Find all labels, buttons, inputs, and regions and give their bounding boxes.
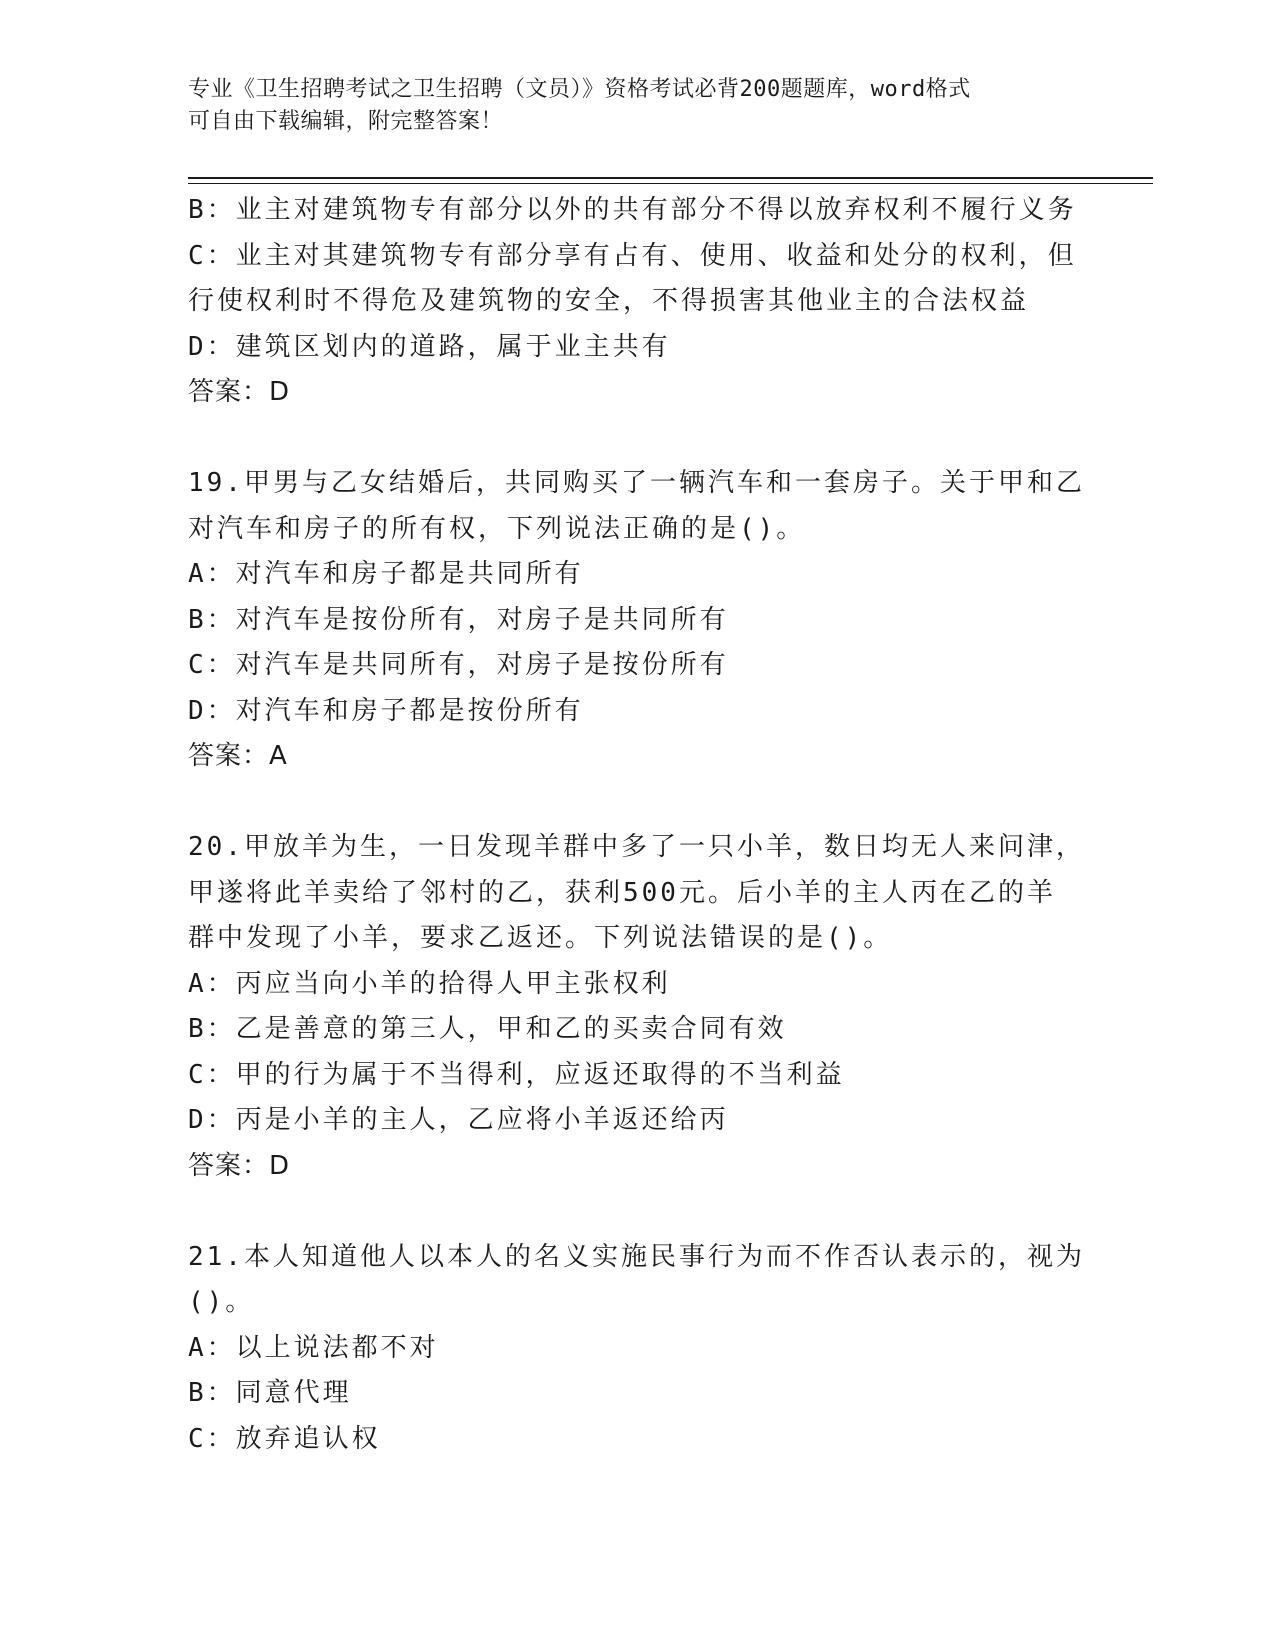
header-divider-thick — [188, 177, 1153, 179]
spacer — [188, 1189, 1088, 1235]
question-block-20 — [188, 825, 1088, 1189]
question-stem-line-2: 甲遂将此羊卖给了邻村的乙，获利500元。后小羊的主人丙在乙的羊 — [188, 877, 1056, 908]
answer-line: 答案：A — [188, 741, 288, 771]
answer-line: 答案：D — [188, 1150, 291, 1181]
option-b: B：业主对建筑物专有部分以外的共有部分不得以放弃权利不履行义务 — [188, 195, 1077, 225]
option-a: A：对汽车和房子都是共同所有 — [188, 559, 584, 589]
option-c: C：对汽车是共同所有，对房子是按份所有 — [188, 650, 729, 680]
header-line-2: 可自由下载编辑，附完整答案！ — [188, 109, 504, 134]
header-line-1: 专业《卫生招聘考试之卫生招聘（文员）》资格考试必背200题题库，word格式 — [188, 77, 971, 102]
option-a: A：以上说法都不对 — [188, 1332, 439, 1363]
spacer — [188, 416, 1088, 462]
question-stem-line-1: 21.本人知道他人以本人的名义实施民事行为而不作否认表示的，视为 — [188, 1241, 1085, 1272]
option-d: D：丙是小羊的主人，乙应将小羊返还给丙 — [188, 1105, 729, 1135]
option-b: B：乙是善意的第三人，甲和乙的买卖合同有效 — [188, 1014, 787, 1044]
document-header — [188, 74, 1088, 138]
question-stem-line-1: 19.甲男与乙女结婚后，共同购买了一辆汽车和一套房子。关于甲和乙 — [188, 468, 1085, 498]
question-block-21 — [188, 1235, 1088, 1463]
question-stem-line-3: 群中发现了小羊，要求乙返还。下列说法错误的是()。 — [188, 923, 893, 953]
option-b: B：对汽车是按份所有，对房子是共同所有 — [188, 604, 729, 635]
option-d: D：对汽车和房子都是按份所有 — [188, 695, 584, 726]
question-stem-line-2: 对汽车和房子的所有权，下列说法正确的是()。 — [188, 513, 806, 544]
question-block-19 — [188, 461, 1088, 780]
question-stem-line-1: 20.甲放羊为生，一日发现羊群中多了一只小羊，数日均无人来问津， — [188, 832, 1085, 862]
option-a: A：丙应当向小羊的拾得人甲主张权利 — [188, 968, 671, 999]
question-content — [188, 188, 1088, 1462]
spacer — [188, 780, 1088, 826]
question-stem-line-2: ()。 — [188, 1287, 255, 1317]
option-b: B：同意代理 — [188, 1378, 352, 1408]
header-divider-thin — [188, 183, 1153, 184]
option-c-line-2: 行使权利时不得危及建筑物的安全，不得损害其他业主的合法权益 — [188, 286, 1030, 316]
option-d: D：建筑区划内的道路，属于业主共有 — [188, 331, 671, 362]
question-block-previous — [188, 188, 1088, 416]
option-c-line-1: C：业主对其建筑物专有部分享有占有、使用、收益和处分的权利，但 — [188, 240, 1077, 271]
answer-line: 答案：D — [188, 377, 291, 407]
option-c: C：放弃追认权 — [188, 1423, 381, 1454]
option-c: C：甲的行为属于不当得利，应返还取得的不当利益 — [188, 1059, 845, 1090]
